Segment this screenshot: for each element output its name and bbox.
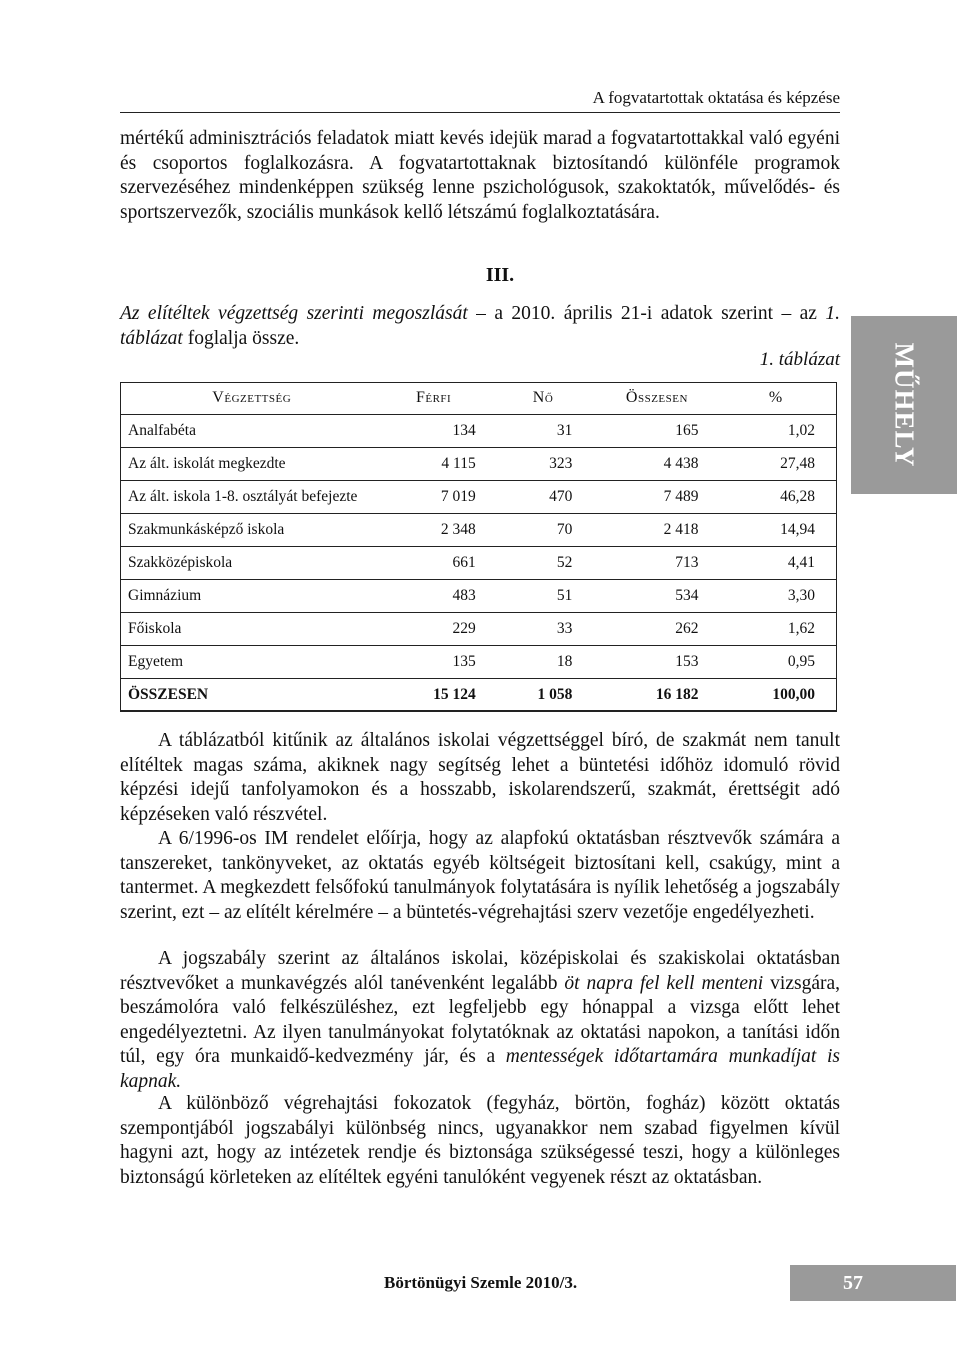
running-head: A fogvatartottak oktatása és képzése xyxy=(120,88,840,113)
cell-ferfi: 135 xyxy=(452,653,476,670)
footer-page-box xyxy=(790,1265,956,1301)
cell-percent: 27,48 xyxy=(780,455,815,472)
table-row xyxy=(120,547,837,580)
table-caption: 1. táblázat xyxy=(759,349,840,370)
cell-ferfi: 229 xyxy=(452,620,476,637)
cell-percent: 1,62 xyxy=(787,620,815,637)
header-vegzettseg: Végzettség xyxy=(120,382,383,415)
cell-percent: 14,94 xyxy=(780,521,815,538)
table-row xyxy=(120,481,837,514)
header-ferfi: Férfi xyxy=(383,382,505,415)
cell-no: 323 xyxy=(549,455,573,472)
total-percent: 100,00 xyxy=(772,686,815,703)
table-intro-italic: Az elítéltek végzettség szerinti megoszlását xyxy=(120,303,468,324)
paragraph-3-part-a: A jogszabály szerint az általános iskolai, középiskolai és szakiskolai oktatásban résztvevőket a munkavégzés alól tanévenként legalább xyxy=(120,948,840,994)
table-row xyxy=(120,415,837,448)
cell-no: 33 xyxy=(556,620,573,637)
cell-percent: 3,30 xyxy=(787,587,815,604)
side-tab-label: MŰHELY xyxy=(889,342,920,468)
total-osszesen: 16 182 xyxy=(655,686,699,703)
cell-ferfi: 7 019 xyxy=(440,488,476,505)
paragraph-4: A különböző végrehajtási fokozatok (fegyház, börtön, fogház) között oktatás szempontjából jogszabályi különbség nincs, ugyanakkor nem szabad figyelmen kívül hagyni azt, hogy az intézetek rendje és biztonsága szükségessé teszi, hogy a különleges biztonságú körleteken az elítéltek egyéni tanulóként vegyenek részt az oktatásban. xyxy=(120,1093,840,1188)
section-number: III. xyxy=(485,264,515,286)
cell-ferfi: 661 xyxy=(452,554,476,571)
table-intro-ref: 1. táblázat xyxy=(120,303,840,349)
cell-category: Az ált. iskolát megkezdte xyxy=(128,455,286,472)
cell-no: 31 xyxy=(556,422,573,439)
cell-percent: 0,95 xyxy=(787,653,815,670)
table-intro xyxy=(120,302,840,351)
education-table xyxy=(120,382,837,712)
cell-osszesen: 2 418 xyxy=(663,521,699,538)
table-header-row xyxy=(120,382,837,415)
paragraph-3-italic-2: mentességek időtartamára munkadíjat is kapnak. xyxy=(120,1046,840,1092)
header-percent: % xyxy=(729,382,837,415)
table-row xyxy=(120,613,837,646)
cell-osszesen: 713 xyxy=(675,554,699,571)
cell-category: Főiskola xyxy=(128,620,182,637)
cell-no: 18 xyxy=(556,653,573,670)
total-no: 1 058 xyxy=(537,686,573,703)
cell-percent: 4,41 xyxy=(787,554,815,571)
cell-ferfi: 2 348 xyxy=(440,521,476,538)
cell-category: Egyetem xyxy=(128,653,184,670)
section-side-tab xyxy=(851,316,957,494)
cell-no: 470 xyxy=(549,488,573,505)
header-no: Nő xyxy=(506,382,608,415)
paragraph-1: A táblázatból kitűnik az általános iskolai végzettséggel bíró, de szakmát nem tanult elítéltek magas száma, akiknek nagy segítség lehet a büntetési időhöz idomuló rövid képzési idejű tanfolyamokon és a hosszabb, iskolarendszerű, szakmát, érettségit adó képzéseken való részvétel. xyxy=(120,730,840,825)
cell-osszesen: 534 xyxy=(675,587,699,604)
table-row xyxy=(120,514,837,547)
cell-percent: 46,28 xyxy=(780,488,815,505)
table-total-row xyxy=(120,679,837,712)
cell-osszesen: 153 xyxy=(675,653,699,670)
total-label: ÖSSZESEN xyxy=(128,686,209,703)
cell-osszesen: 7 489 xyxy=(663,488,699,505)
cell-ferfi: 483 xyxy=(452,587,476,604)
table-intro-middle: – a 2010. április 21-i adatok szerint – az xyxy=(467,303,826,324)
table-row xyxy=(120,646,837,679)
cell-no: 52 xyxy=(556,554,573,571)
intro-paragraph: mértékű adminisztrációs feladatok miatt kevés idejük marad a fogvatartottakkal való egyéni és csoportos foglalkozásra. A fogvatartottaknak biztosítandó különféle programok szervezéséhez mindenképpen szükség lenne pszichológusok, szakoktatók, művelődés- és sportszervezők, szociális munkások kellő létszámú foglalkoztatására. xyxy=(120,128,840,223)
table-row xyxy=(120,580,837,613)
cell-ferfi: 134 xyxy=(452,422,476,439)
paragraph-3 xyxy=(120,947,840,1094)
cell-osszesen: 165 xyxy=(675,422,699,439)
cell-percent: 1,02 xyxy=(787,422,815,439)
cell-no: 51 xyxy=(556,587,573,604)
total-ferfi: 15 124 xyxy=(433,686,476,703)
cell-no: 70 xyxy=(556,521,573,538)
cell-ferfi: 4 115 xyxy=(441,455,476,472)
cell-osszesen: 262 xyxy=(675,620,699,637)
footer-journal: Börtönügyi Szemle 2010/3. xyxy=(384,1273,578,1292)
table-row xyxy=(120,448,837,481)
cell-category: Szakközépiskola xyxy=(128,554,233,571)
cell-category: Az ált. iskola 1-8. osztályát befejezte xyxy=(128,488,358,505)
header-osszesen: Összesen xyxy=(607,382,728,415)
paragraph-2: A 6/1996-os IM rendelet előírja, hogy az alapfokú oktatásban résztvevők számára a tanszereket, tankönyveket, az oktatás egyéb költségeit biztosítani kell, csakúgy, mint a tantermet. A megkezdett felsőfokú tanulmányok folytatására is nyílik lehetőség a jogszabály szerint, ezt – az elítélt kérelmére – a büntetés-végrehajtási szerv vezetője engedélyezheti. xyxy=(120,828,840,923)
paragraph-3-italic-1: öt napra fel kell menteni xyxy=(564,972,764,994)
cell-category: Gimnázium xyxy=(128,587,202,604)
cell-osszesen: 4 438 xyxy=(663,455,699,472)
cell-category: Analfabéta xyxy=(128,422,196,439)
cell-category: Szakmunkásképző iskola xyxy=(128,521,285,538)
table-intro-end: foglalja össze. xyxy=(182,327,300,349)
paragraph-3-part-b: vizsgára, beszámolóra való felkészüléshez, ezt legfeljebb egy hónappal a vizsga előtt lehet engedélyeztetni. Az ilyen tanulmányokat folytatóknak az oktatási napokon, a tanítási időn túl, egy óra munkaidő-kedvezmény jár, és a xyxy=(120,972,841,1067)
page-number: 57 xyxy=(843,1272,863,1294)
